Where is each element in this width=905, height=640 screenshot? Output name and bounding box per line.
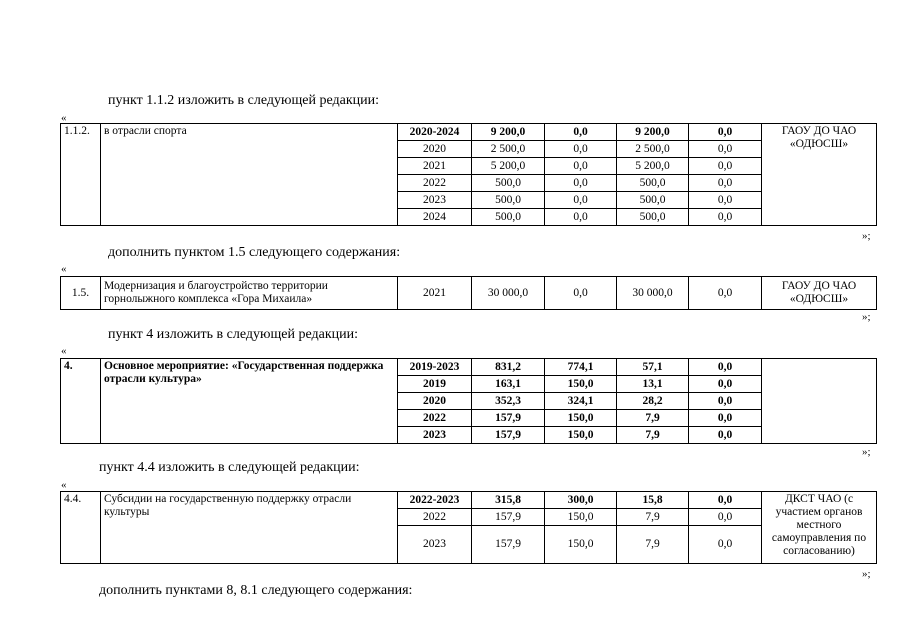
year-cell: 2023	[398, 526, 472, 564]
total-cell: 2 500,0	[472, 141, 545, 158]
executor-cell: ГАОУ ДО ЧАО «ОДЮСШ»	[762, 124, 877, 226]
year-cell: 2020-2024	[398, 124, 472, 141]
value-cell: 150,0	[545, 427, 617, 444]
total-cell: 500,0	[472, 192, 545, 209]
value-cell: 7,9	[617, 526, 689, 564]
item-number: 1.5.	[61, 277, 101, 310]
value-cell: 0,0	[689, 509, 762, 526]
closing-quote: »;	[862, 311, 871, 323]
total-cell: 157,9	[472, 526, 545, 564]
year-cell: 2023	[398, 192, 472, 209]
closing-quote: »;	[862, 230, 871, 242]
year-cell: 2021	[398, 277, 472, 310]
total-cell: 163,1	[472, 376, 545, 393]
table-item-4	[60, 358, 877, 444]
value-cell: 7,9	[617, 509, 689, 526]
value-cell: 0,0	[689, 209, 762, 226]
value-cell: 5 200,0	[617, 158, 689, 175]
value-cell: 0,0	[545, 209, 617, 226]
opening-quote: «	[61, 479, 67, 491]
value-cell: 57,1	[617, 359, 689, 376]
value-cell: 500,0	[617, 175, 689, 192]
opening-quote: «	[61, 345, 67, 357]
value-cell: 0,0	[689, 427, 762, 444]
value-cell: 0,0	[689, 175, 762, 192]
value-cell: 0,0	[689, 410, 762, 427]
value-cell: 150,0	[545, 410, 617, 427]
value-cell: 0,0	[545, 192, 617, 209]
value-cell: 300,0	[545, 492, 617, 509]
executor-cell: ДКСТ ЧАО (с участием органов местного самоуправления по согласованию)	[762, 492, 877, 564]
value-cell: 0,0	[689, 376, 762, 393]
total-cell: 5 200,0	[472, 158, 545, 175]
value-cell: 13,1	[617, 376, 689, 393]
value-cell: 324,1	[545, 393, 617, 410]
year-cell: 2022-2023	[398, 492, 472, 509]
total-cell: 500,0	[472, 175, 545, 192]
item-number: 1.1.2.	[61, 124, 101, 226]
value-cell: 30 000,0	[617, 277, 689, 310]
total-cell: 157,9	[472, 410, 545, 427]
section-heading: пункт 4.4 изложить в следующей редакции:	[99, 460, 360, 475]
year-cell: 2022	[398, 410, 472, 427]
value-cell: 0,0	[689, 141, 762, 158]
total-cell: 831,2	[472, 359, 545, 376]
year-cell: 2022	[398, 509, 472, 526]
year-cell: 2022	[398, 175, 472, 192]
year-cell: 2020	[398, 393, 472, 410]
total-cell: 352,3	[472, 393, 545, 410]
value-cell: 150,0	[545, 376, 617, 393]
executor-cell	[762, 359, 877, 444]
item-name: Модернизация и благоустройство территории горнолыжного комплекса «Гора Михаила»	[101, 277, 398, 310]
year-cell: 2023	[398, 427, 472, 444]
value-cell: 0,0	[689, 158, 762, 175]
value-cell: 28,2	[617, 393, 689, 410]
value-cell: 500,0	[617, 209, 689, 226]
item-name: в отрасли спорта	[101, 124, 398, 226]
value-cell: 15,8	[617, 492, 689, 509]
table-item-1-1-2	[60, 123, 877, 226]
value-cell: 0,0	[689, 492, 762, 509]
total-cell: 9 200,0	[472, 124, 545, 141]
value-cell: 0,0	[545, 158, 617, 175]
total-cell: 315,8	[472, 492, 545, 509]
year-cell: 2024	[398, 209, 472, 226]
year-cell: 2021	[398, 158, 472, 175]
value-cell: 0,0	[689, 393, 762, 410]
total-cell: 157,9	[472, 509, 545, 526]
value-cell: 0,0	[545, 175, 617, 192]
opening-quote: «	[61, 112, 67, 124]
section-heading: дополнить пунктами 8, 8.1 следующего содержания:	[99, 583, 413, 598]
value-cell: 0,0	[689, 192, 762, 209]
value-cell: 2 500,0	[617, 141, 689, 158]
value-cell: 150,0	[545, 509, 617, 526]
year-cell: 2019	[398, 376, 472, 393]
value-cell: 500,0	[617, 192, 689, 209]
value-cell: 0,0	[689, 277, 762, 310]
table-row	[61, 492, 877, 509]
table-row	[61, 359, 877, 376]
item-number: 4.4.	[61, 492, 101, 564]
value-cell: 7,9	[617, 427, 689, 444]
value-cell: 0,0	[545, 124, 617, 141]
year-cell: 2020	[398, 141, 472, 158]
section-heading: пункт 4 изложить в следующей редакции:	[108, 327, 358, 342]
value-cell: 0,0	[545, 277, 617, 310]
table-row	[61, 124, 877, 141]
item-name: Субсидии на государственную поддержку отрасли культуры	[101, 492, 398, 564]
section-heading: пункт 1.1.2 изложить в следующей редакции:	[108, 93, 379, 108]
table-item-1-5	[60, 276, 877, 310]
value-cell: 9 200,0	[617, 124, 689, 141]
value-cell: 7,9	[617, 410, 689, 427]
executor-cell: ГАОУ ДО ЧАО «ОДЮСШ»	[762, 277, 877, 310]
total-cell: 157,9	[472, 427, 545, 444]
total-cell: 30 000,0	[472, 277, 545, 310]
closing-quote: »;	[862, 446, 871, 458]
value-cell: 0,0	[689, 124, 762, 141]
value-cell: 0,0	[689, 526, 762, 564]
value-cell: 150,0	[545, 526, 617, 564]
item-name: Основное мероприятие: «Государственная поддержка отрасли культура»	[101, 359, 398, 444]
year-cell: 2019-2023	[398, 359, 472, 376]
table-item-4-4	[60, 491, 877, 564]
closing-quote: »;	[862, 568, 871, 580]
total-cell: 500,0	[472, 209, 545, 226]
value-cell: 0,0	[689, 359, 762, 376]
item-number: 4.	[61, 359, 101, 444]
section-heading: дополнить пунктом 1.5 следующего содержания:	[108, 245, 401, 260]
value-cell: 0,0	[545, 141, 617, 158]
opening-quote: «	[61, 263, 67, 275]
value-cell: 774,1	[545, 359, 617, 376]
table-row	[61, 277, 877, 310]
